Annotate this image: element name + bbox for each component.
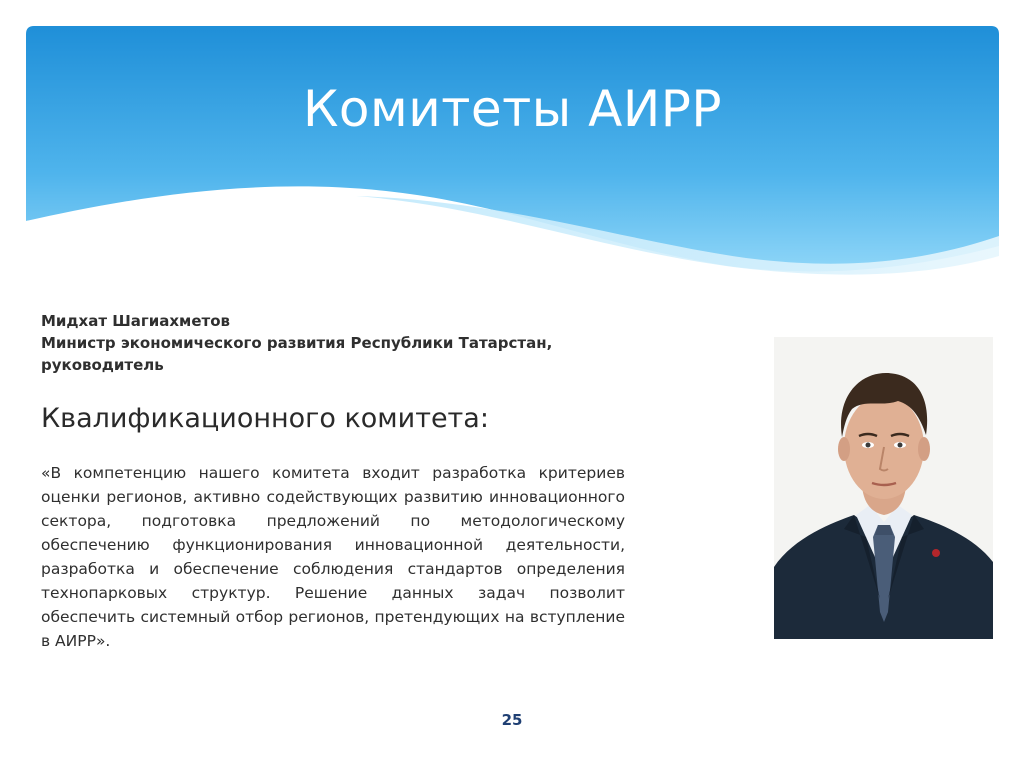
portrait-illustration <box>774 337 993 639</box>
page-number: 25 <box>501 711 523 729</box>
committee-heading: Квалификационного комитета: <box>41 403 489 434</box>
portrait-photo <box>774 337 993 639</box>
header-wave-graphic <box>26 26 999 286</box>
header-band <box>26 26 999 286</box>
person-position: Министр экономического развития Республики Татарстан, руководитель <box>41 334 553 374</box>
quote-text: «В компетенцию нашего комитета входит разработка критериев оценки регионов, активно содействующих развитию инновационного сектора, подготовка предложений по методологическому обеспечению функционирования инновационной деятельности, разработка и обеспечение соблюдения стандартов определения технопарковых структур. Решение данных задач позволит обеспечить системный отбор регионов, претендующих на вступление в АИРР». <box>41 464 625 650</box>
person-name: Мидхат Шагиахметов <box>41 312 230 330</box>
slide-title: Комитеты АИРР <box>302 80 723 138</box>
